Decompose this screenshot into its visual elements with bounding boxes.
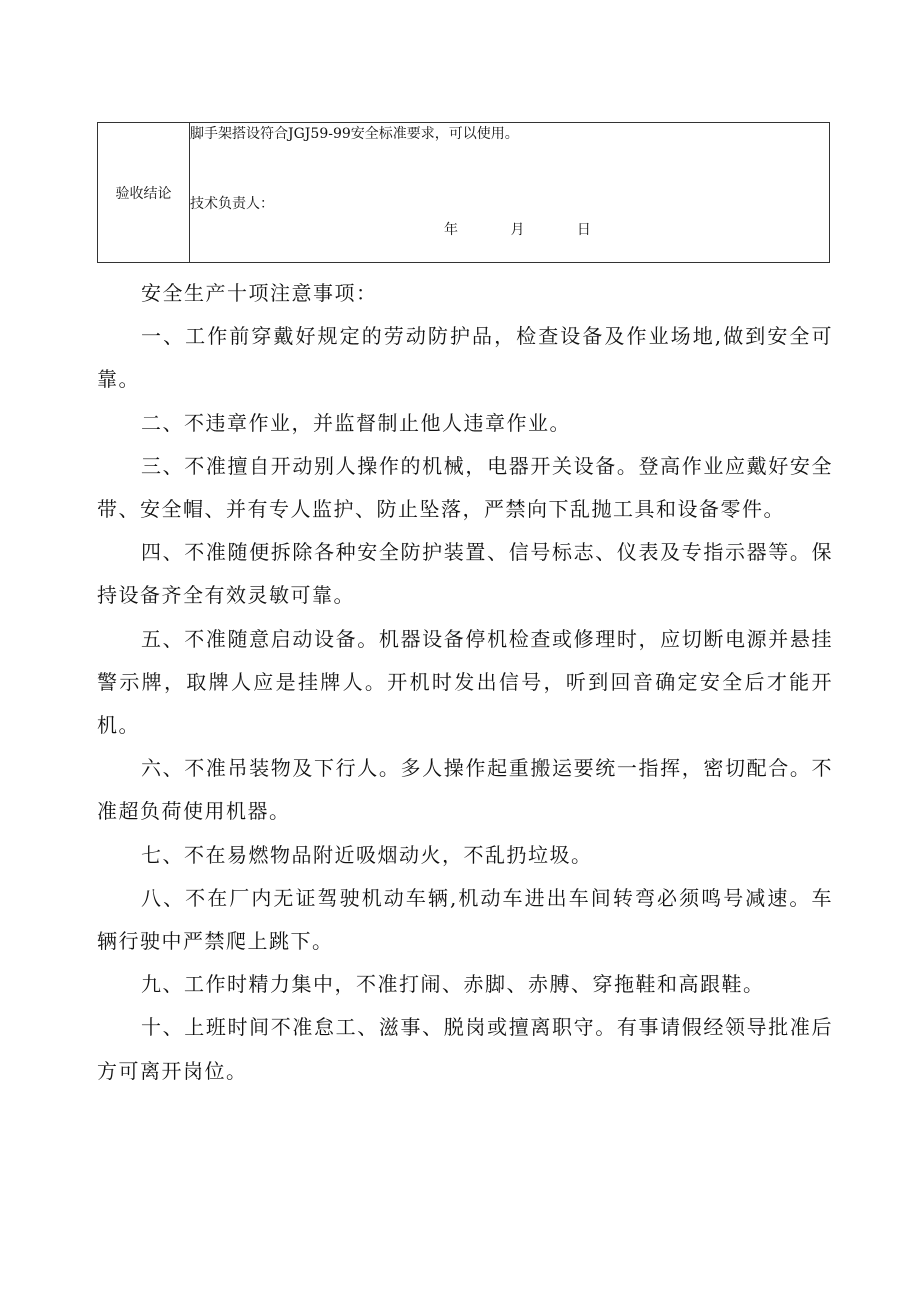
notice-item-5: 五、不准随意启动设备。机器设备停机检查或修理时，应切断电源并悬挂警示牌，取牌人应是挂牌人。开机时发出信号，听到回音确定安全后才能开机。 (97, 626, 833, 738)
notice-item-7: 七、不在易燃物品附近吸烟动火，不乱扔垃圾。 (141, 842, 593, 867)
notice-item-9: 九、工作时精力集中，不准打闹、赤脚、赤膊、穿拖鞋和高跟鞋。 (141, 972, 765, 997)
safety-notice (97, 272, 833, 1093)
date-line (444, 219, 591, 239)
date-day: 日 (576, 222, 591, 238)
acceptance-conclusion: 脚手架搭设符合JGJ59-99安全标准要求，可以使用。 (190, 126, 519, 142)
notice-item-8: 八、不在厂内无证驾驶机动车辆,机动车进出车间转弯必须鸣号减速。车辆行驶中严禁爬上跳下。 (97, 885, 833, 954)
acceptance-content-cell (190, 123, 829, 262)
tech-lead-label: 技术负责人： (190, 196, 274, 212)
notice-item-6: 六、不准吊装物及下行人。多人操作起重搬运要统一指挥，密切配合。不准超负荷使用机器。 (97, 756, 833, 824)
acceptance-label: 验收结论 (115, 185, 172, 202)
notice-item-4: 四、不准随便拆除各种安全防护装置、信号标志、仪表及专指示器等。保持设备齐全有效灵敏可靠。 (97, 540, 833, 608)
acceptance-table (97, 122, 830, 263)
notice-title: 安全生产十项注意事项： (141, 281, 378, 305)
notice-item-3: 三、不准擅自开动别人操作的机械，电器开关设备。登高作业应戴好安全带、安全帽、并有专人监护、防止坠落，严禁向下乱抛工具和设备零件。 (97, 453, 833, 522)
date-year: 年 (444, 222, 458, 238)
notice-item-2: 二、不违章作业，并监督制止他人违章作业。 (141, 410, 571, 435)
acceptance-label-cell (98, 123, 190, 262)
date-month: 月 (510, 222, 525, 238)
notice-item-1: 一、工作前穿戴好规定的劳动防护品，检查设备及作业场地,做到安全可靠。 (97, 324, 833, 392)
notice-item-10: 十、上班时间不准怠工、滋事、脱岗或擅离职守。有事请假经领导批准后方可离开岗位。 (97, 1015, 833, 1083)
